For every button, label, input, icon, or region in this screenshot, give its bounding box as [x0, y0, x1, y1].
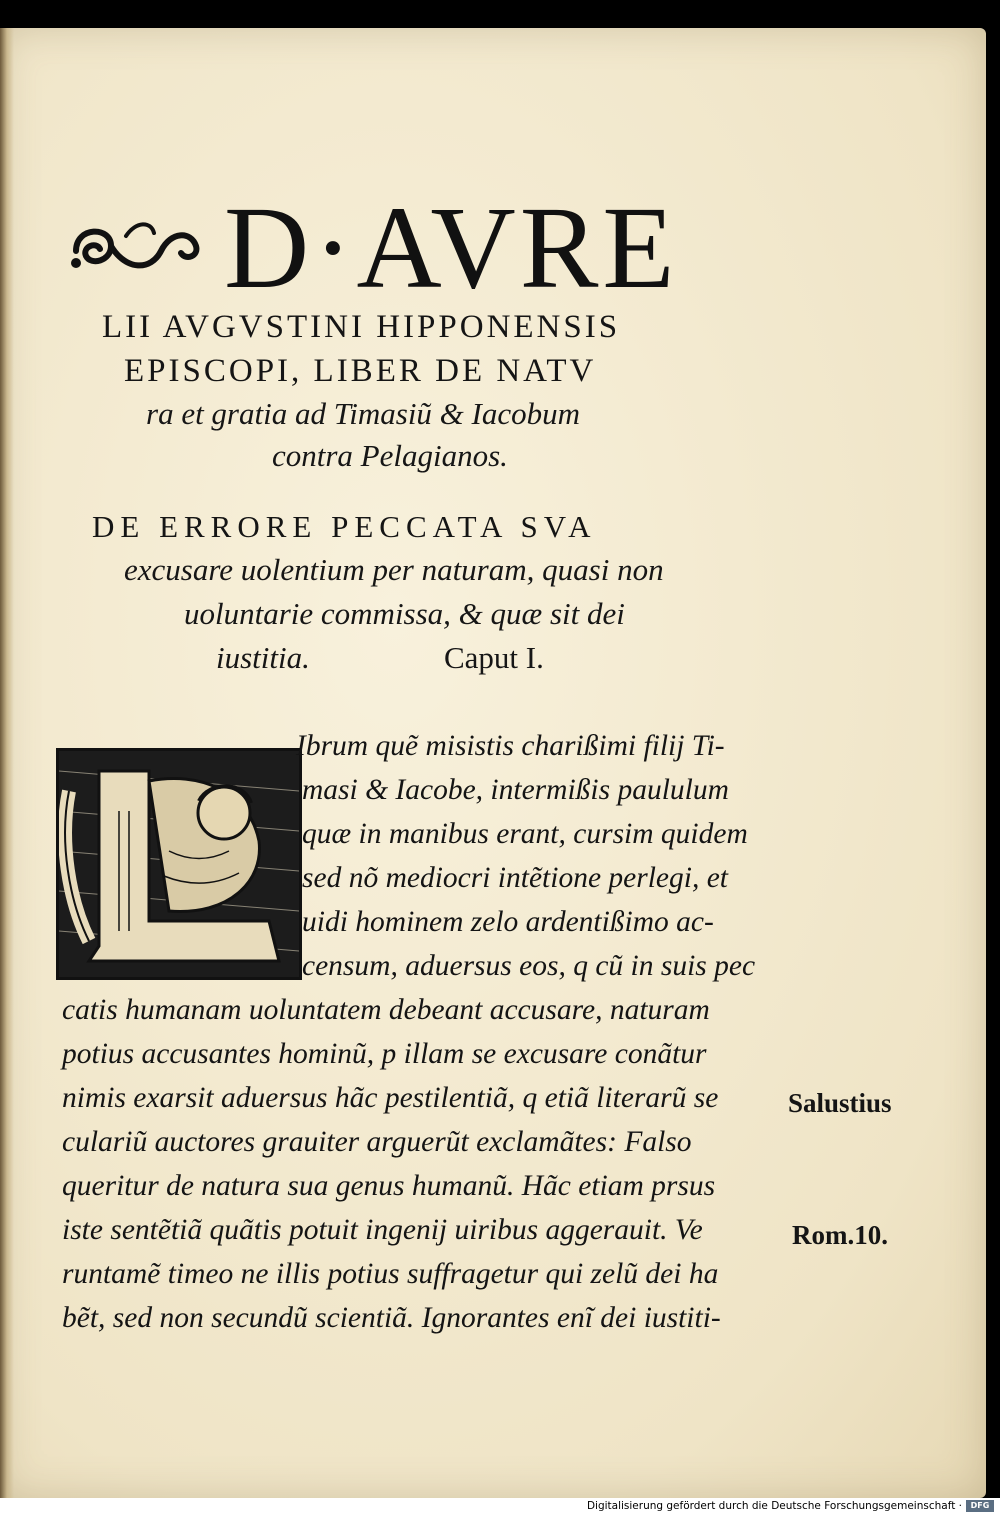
body-line-11: queritur de natura sua genus humanũ. Hãc etiam prsus	[62, 1170, 716, 1202]
title-line-3: ra et gratia ad Timasiũ & Iacobum	[146, 396, 581, 431]
book-page	[0, 28, 986, 1498]
woodcut-figure-icon	[59, 751, 299, 977]
footer-funding-text: Digitalisierung gefördert durch die Deutsche Forschungsgemeinschaft ·	[586, 1500, 962, 1512]
body-line-1: Ibrum quẽ misistis charißimi filij Ti-	[296, 730, 725, 762]
body-line-5: uidi hominem zelo ardentißimo ac-	[302, 906, 714, 938]
title-line-1: LII AVGVSTINI HIPPONENSIS	[102, 309, 621, 345]
fleuron-ornament-icon	[66, 211, 206, 281]
page-gutter-shadow	[0, 28, 14, 1498]
body-line-10: culariũ auctores grauiter arguerũt exclamãtes: Falso	[62, 1126, 692, 1158]
margin-note-romans: Rom.10.	[792, 1220, 888, 1250]
chapter-heading-iustitia: iustitia.	[216, 640, 310, 675]
title-line-4: contra Pelagianos.	[272, 438, 508, 473]
body-line-2: masi & Iacobe, intermißis paululum	[302, 774, 729, 806]
margin-note-salustius: Salustius	[788, 1088, 892, 1118]
chapter-heading-line-2: excusare uolentium per naturam, quasi non	[124, 552, 664, 587]
chapter-heading-line-1: DE ERRORE PECCATA SVA	[92, 509, 597, 544]
body-line-6: censum, aduersus eos, q cũ in suis pec	[302, 950, 756, 982]
body-line-13: runtamẽ timeo ne illis potius suffragetur qui zelũ dei ha	[62, 1258, 719, 1290]
chapter-number: Caput I.	[444, 640, 544, 675]
body-line-4: sed nõ mediocri intẽtione perlegi, et	[302, 862, 729, 894]
body-line-7: catis humanam uoluntatem debeant accusare, naturam	[62, 994, 710, 1026]
chapter-heading-line-3: uoluntarie commissa, & quæ sit dei	[184, 596, 625, 631]
dfg-logo-icon: DFG	[966, 1500, 994, 1512]
woodcut-initial-letter	[56, 748, 302, 980]
title-large: D·AVRE	[224, 182, 679, 313]
title-line-2: EPISCOPI, LIBER DE NATV	[124, 353, 597, 389]
body-line-8: potius accusantes hominũ, p illam se excusare conãtur	[62, 1038, 707, 1070]
body-line-9: nimis exarsit aduersus hãc pestilentiã, q etiã literarũ se	[62, 1082, 719, 1114]
body-line-14: bẽt, sed non secundũ scientiã. Ignorantes enĩ dei iustiti-	[62, 1302, 721, 1334]
footer-bar	[0, 1498, 1000, 1515]
body-line-12: iste sentẽtiã quãtis potuit ingenij uiribus aggerauit. Ve	[62, 1214, 703, 1246]
title-block	[66, 183, 726, 313]
body-line-3: quæ in manibus erant, cursim quidem	[302, 818, 748, 850]
